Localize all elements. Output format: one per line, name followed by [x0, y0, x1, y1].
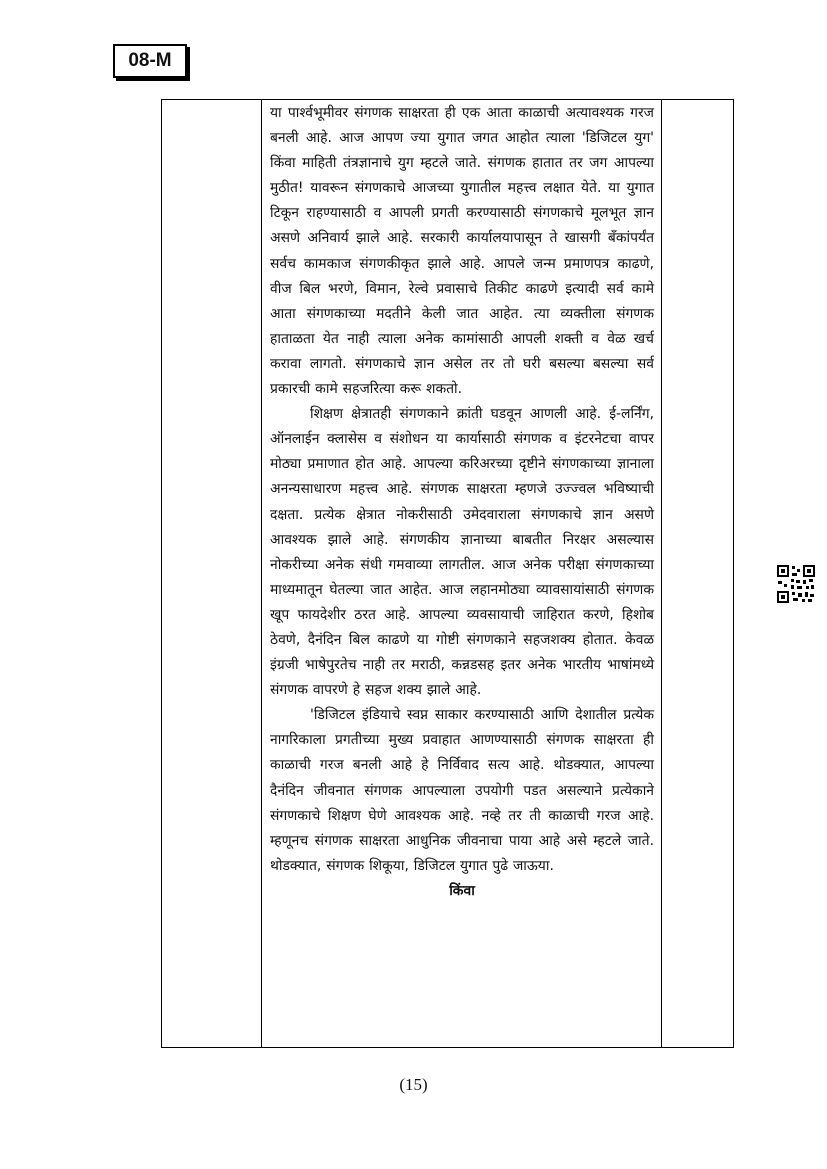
table-column-divider-right	[661, 99, 662, 1048]
paragraph-2: शिक्षण क्षेत्रातही संगणकाने क्रांती घडवून आणली आहे. ई-लर्निंग, ऑनलाईन क्लासेस व संशोधन या कार्यासाठी संगणक व इंटरनेटचा वापर मोठ्या प्रमाणात होत आहे. आपल्या करिअरच्या दृष्टीने संगणकाच्या ज्ञानाला अनन्यसाधारण महत्त्व आहे. संगणक साक्षरता म्हणजे उज्ज्वल भविष्याची दक्षता. प्रत्येक क्षेत्रात नोकरीसाठी उमेदवाराला संगणकाचे ज्ञान असणे आवश्यक झाले आहे. संगणकीय ज्ञानाच्या बाबतीत निरक्षर असल्यास नोकरीच्या अनेक संधी गमवाव्या लागतील. आज अनेक परीक्षा संगणकाच्या माध्यमातून घेतल्या जात आहेत. आज लहानमोठ्या व्यावसायांसाठी संगणक खूप फायदेशीर ठरत आहे. आपल्या व्यवसायाची जाहिरात करणे, हिशोब ठेवणे, दैनंदिन बिल काढणे या गोष्टी संगणकाने सहजशक्य होतात. केवळ इंग्रजी भाषेपुरतेच नाही तर मराठी, कन्नडसह इतर अनेक भारतीय भाषांमध्ये संगणक वापरणे हे सहज शक्य झाले आहे.	[270, 406, 654, 699]
page-number: (15)	[399, 1075, 428, 1094]
separator-text: किंवा	[449, 882, 475, 899]
answer-text	[270, 101, 654, 904]
paragraph-3: 'डिजिटल इंडियाचे स्वप्न साकार करण्यासाठी आणि देशातील प्रत्येक नागरिकाला प्रगतीच्या मुख्य प्रवाहात आणण्यासाठी संगणक साक्षरता ही काळाची गरज बनली आहे हे निर्विवाद सत्य आहे. थोडक्यात, आपल्या दैनंदिन जीवनात संगणक आपल्याला उपयोगी पडत असल्याने प्रत्येकाने संगणकाचे शिक्षण घेणे आवश्यक आहे. नव्हे तर ती काळाची गरज आहे. म्हणूनच संगणक साक्षरता आधुनिक जीवनाचा पाया आहे असे म्हटले जाते. थोडक्यात, संगणक शिकूया, डिजिटल युगात पुढे जाऊया.	[270, 707, 654, 874]
paragraph-1: या पार्श्वभूमीवर संगणक साक्षरता ही एक आता काळाची अत्यावश्यक गरज बनली आहे. आज आपण ज्या युगात जगत आहोत त्याला 'डिजिटल युग' किंवा माहिती तंत्रज्ञानाचे युग म्हटले जाते. संगणक हातात तर जग आपल्या मुठीत! यावरून संगणकाचे आजच्या युगातील महत्त्व लक्षात येते. या युगात टिकून राहण्यासाठी व आपली प्रगती करण्यासाठी संगणकाचे मूलभूत ज्ञान असणे अनिवार्य झाले आहे. सरकारी कार्यालयापासून ते खासगी बँकांपर्यंत सर्वच कामकाज संगणकीकृत झाले आहे. आपले जन्म प्रमाणपत्र काढणे, वीज बिल भरणे, विमान, रेल्वे प्रवासाचे तिकीट काढणे इत्यादी सर्व कामे आता संगणकाच्या मदतीने केली जात आहेत. त्या व्यक्तीला संगणक हाताळता येत नाही त्याला अनेक कामांसाठी आपली शक्ती व वेळ खर्च करावा लागतो. संगणकाचे ज्ञान असेल तर तो घरी बसल्या बसल्या सर्व प्रकारची कामे सहजरित्या करू शकतो.	[270, 105, 654, 398]
table-column-divider-left	[261, 99, 262, 1048]
qr-code-icon	[776, 564, 816, 604]
paper-code-box: 08-M	[113, 44, 187, 78]
